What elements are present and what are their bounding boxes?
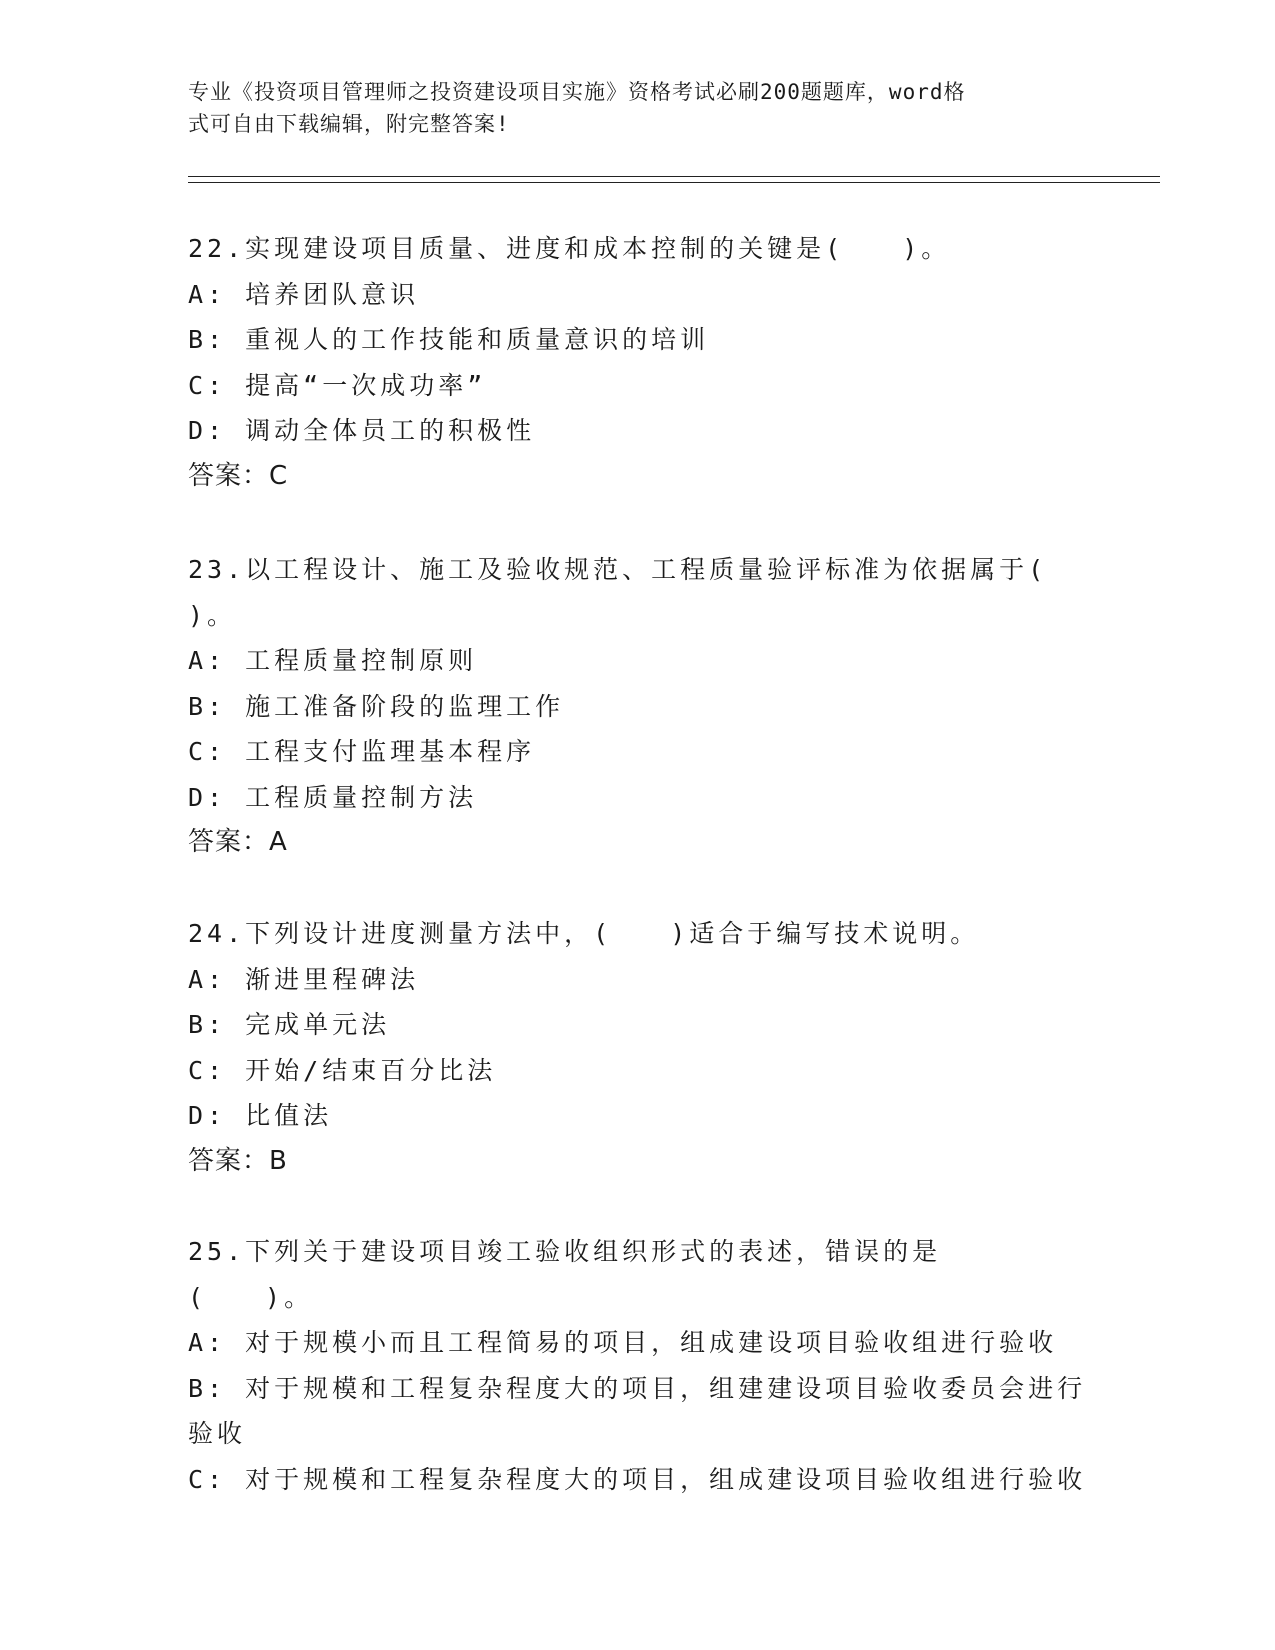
answer-label: 答案：B (188, 1145, 288, 1176)
option-b-continued: 验收 (188, 1419, 247, 1448)
option-a: A: 培养团队意识 (188, 279, 420, 309)
header-divider-top (188, 176, 1160, 177)
document-header (188, 76, 1068, 140)
option-d: D: 调动全体员工的积极性 (188, 416, 536, 445)
option-c: C: 开始/结束百分比法 (188, 1055, 497, 1085)
option-a: A: 工程质量控制原则 (188, 646, 478, 675)
answer-label: 答案：C (188, 460, 289, 491)
question-stem: 25.下列关于建设项目竣工验收组织形式的表述，错误的是( )。 (188, 1237, 942, 1312)
question-22 (188, 226, 1088, 499)
question-25 (188, 1229, 1088, 1502)
question-stem-line-1: 23.以工程设计、施工及验收规范、工程质量验评标准为依据属于( (188, 555, 1048, 584)
option-b: B: 完成单元法 (188, 1010, 391, 1039)
option-d: D: 工程质量控制方法 (188, 782, 478, 812)
option-a: A: 渐进里程碑法 (188, 964, 420, 994)
option-c: C: 工程支付监理基本程序 (188, 737, 536, 766)
question-stem: 24.下列设计进度测量方法中，( )适合于编写技术说明。 (188, 919, 980, 948)
question-stem-line-2: )。 (188, 600, 237, 630)
option-c: C: 提高“一次成功率” (188, 370, 487, 400)
option-b: B: 重视人的工作技能和质量意识的培训 (188, 325, 710, 354)
answer-label: 答案：A (188, 827, 288, 857)
question-23 (188, 547, 1088, 866)
question-24 (188, 911, 1088, 1184)
option-d: D: 比值法 (188, 1101, 333, 1130)
option-b: B: 施工准备阶段的监理工作 (188, 691, 565, 721)
question-stem: 22.实现建设项目质量、进度和成本控制的关键是( )。 (188, 234, 951, 263)
option-b: B: 对于规模和工程复杂程度大的项目，组建建设项目验收委员会进行 (188, 1373, 1087, 1403)
header-line-1: 专业《投资项目管理师之投资建设项目实施》资格考试必刷200题题库，word格 (188, 80, 966, 104)
option-a: A: 对于规模小而且工程简易的项目，组成建设项目验收组进行验收 (188, 1328, 1058, 1357)
header-line-2: 式可自由下载编辑，附完整答案! (188, 112, 510, 136)
header-divider-bottom (188, 182, 1160, 183)
option-c: C: 对于规模和工程复杂程度大的项目，组成建设项目验收组进行验收 (188, 1464, 1087, 1494)
